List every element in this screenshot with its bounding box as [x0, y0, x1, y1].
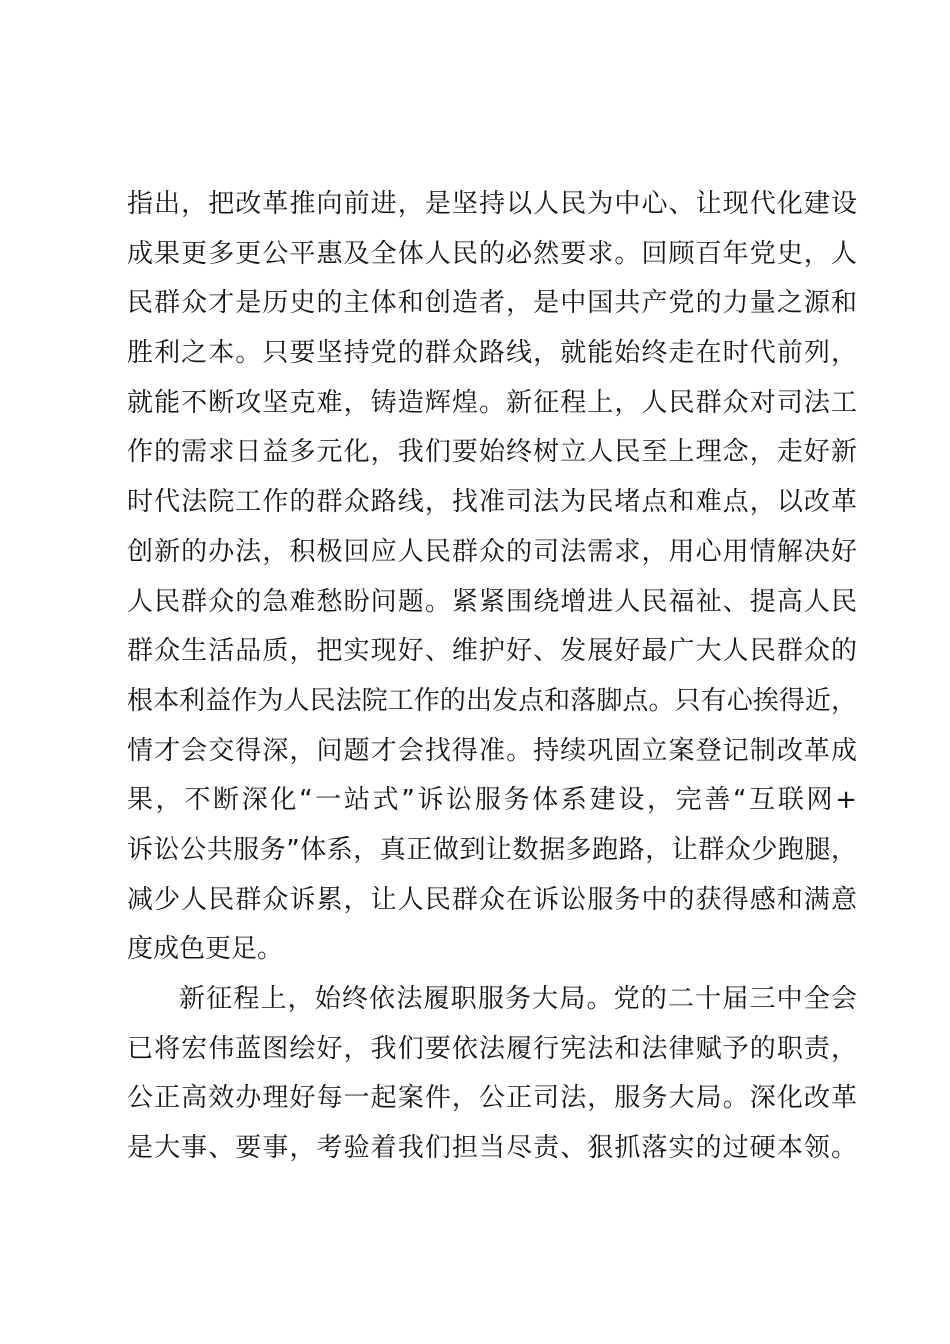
text-line: 就能不断攻坚克难，铸造辉煌。新征程上，人民群众对司法工: [127, 387, 857, 418]
text-line: 群众生活品质，把实现好、维护好、发展好最广大人民群众的: [127, 636, 857, 667]
text-line: 人民群众的急难愁盼问题。紧紧围绕增进人民福祉、提高人民: [127, 586, 857, 617]
text-line: 作的需求日益多元化，我们要始终树立人民至上理念，走好新: [127, 437, 857, 468]
body-text: [127, 180, 857, 1174]
text-line: 已将宏伟蓝图绘好，我们要依法履行宪法和法律赋予的职责，: [127, 1033, 857, 1064]
text-line: 民群众才是历史的主体和创造者，是中国共产党的力量之源和: [127, 288, 857, 319]
text-line: 减少人民群众诉累，让人民群众在诉讼服务中的获得感和满意: [127, 884, 857, 915]
text-line: 指出，把改革推向前进，是坚持以人民为中心、让现代化建设: [127, 189, 857, 219]
text-line: 情才会交得深，问题才会找得准。持续巩固立案登记制改革成: [127, 735, 857, 766]
text-line: 是大事、要事，考验着我们担当尽责、狠抓落实的过硬本领。: [127, 1133, 857, 1164]
text-line: 成果更多更公平惠及全体人民的必然要求。回顾百年党史，人: [127, 238, 857, 269]
text-line: 诉讼公共服务”体系，真正做到让数据多跑路，让群众少跑腿，: [127, 834, 857, 865]
paragraph-1: [127, 180, 857, 975]
paragraph-2: [127, 975, 857, 1174]
text-line: 时代法院工作的群众路线，找准司法为民堵点和难点，以改革: [127, 487, 857, 518]
text-line: 根本利益作为人民法院工作的出发点和落脚点。只有心挨得近，: [127, 685, 857, 716]
text-line: 果，不断深化“一站式”诉讼服务体系建设，完善“互联网+: [127, 785, 857, 816]
text-line: 度成色更足。: [127, 934, 284, 965]
text-line: 胜利之本。只要坚持党的群众路线，就能始终走在时代前列，: [127, 338, 857, 369]
text-line: 创新的办法，积极回应人民群众的司法需求，用心用情解决好: [127, 536, 857, 567]
text-line: 公正高效办理好每一起案件，公正司法，服务大局。深化改革: [127, 1083, 857, 1114]
text-line: 新征程上，始终依法履职服务大局。党的二十届三中全会: [179, 984, 857, 1014]
